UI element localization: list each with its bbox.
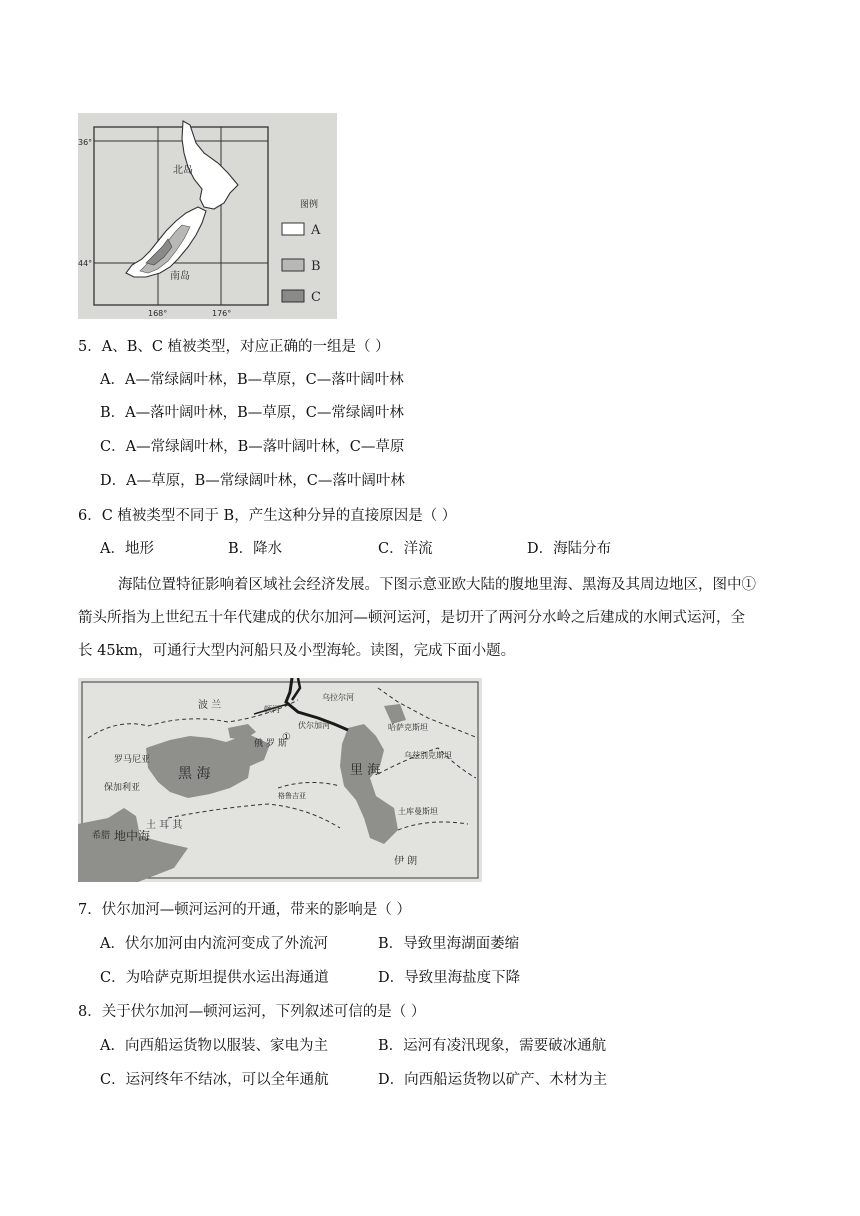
label-greece: 希腊 <box>92 831 111 841</box>
q5-option-a[interactable]: A．A—常绿阔叶林，B—草原，C—落叶阔叶林 <box>100 372 404 388</box>
q7-option-c[interactable]: C．为哈萨克斯坦提供水运出海通道 <box>100 970 329 986</box>
legend-swatch-c <box>282 290 304 302</box>
label-turkey: 土 耳 其 <box>146 820 183 831</box>
q7-option-d[interactable]: D．导致里海盐度下降 <box>378 970 521 986</box>
label-uzbekistan: 乌兹别克斯坦 <box>404 751 452 760</box>
legend-swatch-a <box>282 223 304 235</box>
q5-option-d[interactable]: D．A—草原，B—常绿阔叶林，C—落叶阔叶林 <box>100 473 405 489</box>
label-bulgaria: 保加利亚 <box>104 783 141 793</box>
legend-title: 图例 <box>300 200 319 210</box>
q6-option-d[interactable]: D．海陆分布 <box>527 541 612 557</box>
region-map-svg <box>78 678 482 882</box>
q8-stem: 8．关于伏尔加河—顿河运河，下列叙述可信的是（ ） <box>78 1004 426 1020</box>
q5-option-c[interactable]: C．A—常绿阔叶林，B—落叶阔叶林，C—草原 <box>100 439 405 455</box>
label-don: 顿河 <box>264 705 280 714</box>
new-zealand-vegetation-map <box>78 113 337 319</box>
q7-option-b[interactable]: B．导致里海湖面萎缩 <box>378 936 520 952</box>
legend-label-a: A <box>311 223 321 238</box>
label-poland: 波 兰 <box>198 700 222 711</box>
passage <box>78 569 778 668</box>
label-volga: 伏尔加河 <box>298 721 330 730</box>
passage-line-3: 长 45km，可通行大型内河船只及小型海轮。读图，完成下面小题。 <box>78 643 516 659</box>
label-black-sea: 黑 海 <box>178 766 211 782</box>
q6-option-a[interactable]: A．地形 <box>100 541 154 557</box>
lon-left-label: 168° <box>148 309 168 318</box>
q8-option-a[interactable]: A．向西船运货物以服装、家电为主 <box>100 1038 328 1054</box>
label-kazakhstan: 哈萨克斯坦 <box>388 723 428 732</box>
q8-option-c[interactable]: C．运河终年不结冰，可以全年通航 <box>100 1072 329 1088</box>
passage-line-2: 箭头所指为上世纪五十年代建成的伏尔加河—顿河运河，是切开了两河分水岭之后建成的水闸式运河，全 <box>78 610 745 626</box>
label-romania: 罗马尼亚 <box>114 755 151 765</box>
q7-stem: 7．伏尔加河—顿河运河的开通，带来的影响是（ ） <box>78 902 411 918</box>
label-turkmenistan: 土库曼斯坦 <box>398 807 438 816</box>
q6-stem: 6．C 植被类型不同于 B，产生这种分异的直接原因是（ ） <box>78 508 457 524</box>
marker-1: ① <box>282 732 291 743</box>
q5-option-b[interactable]: B．A—落叶阔叶林，B—草原，C—常绿阔叶林 <box>100 405 404 421</box>
q8-option-b[interactable]: B．运河有凌汛现象，需要破冰通航 <box>378 1038 607 1054</box>
north-island-label: 北岛 <box>173 165 193 176</box>
label-ural: 乌拉尔河 <box>322 693 354 702</box>
q6-option-b[interactable]: B．降水 <box>228 541 283 557</box>
nz-map-svg <box>78 113 337 319</box>
caspian-blacksea-map <box>78 678 482 882</box>
label-georgia: 格鲁吉亚 <box>278 792 306 800</box>
label-mediterranean: 地中海 <box>114 829 151 843</box>
q7-option-a[interactable]: A．伏尔加河由内流河变成了外流河 <box>100 936 328 952</box>
q6-option-c[interactable]: C．洋流 <box>378 541 433 557</box>
label-iran: 伊 朗 <box>394 856 418 867</box>
lat-top-label: 36° <box>78 138 93 147</box>
legend-swatch-b <box>282 259 304 271</box>
label-russia: 俄 罗 斯 <box>254 739 287 749</box>
legend-label-c: C <box>311 290 321 305</box>
south-island-label: 南岛 <box>170 271 190 282</box>
lon-right-label: 176° <box>212 309 232 318</box>
passage-line-1: 海陆位置特征影响着区域社会经济发展。下图示意亚欧大陆的腹地里海、黑海及其周边地区，图中① <box>118 577 756 593</box>
q8-option-d[interactable]: D．向西船运货物以矿产、木材为主 <box>378 1072 608 1088</box>
label-caspian: 里 海 <box>350 763 381 778</box>
legend-label-b: B <box>311 259 321 274</box>
lat-bottom-label: 44° <box>78 259 93 268</box>
q5-stem: 5．A、B、C 植被类型，对应正确的一组是（ ） <box>78 339 390 355</box>
